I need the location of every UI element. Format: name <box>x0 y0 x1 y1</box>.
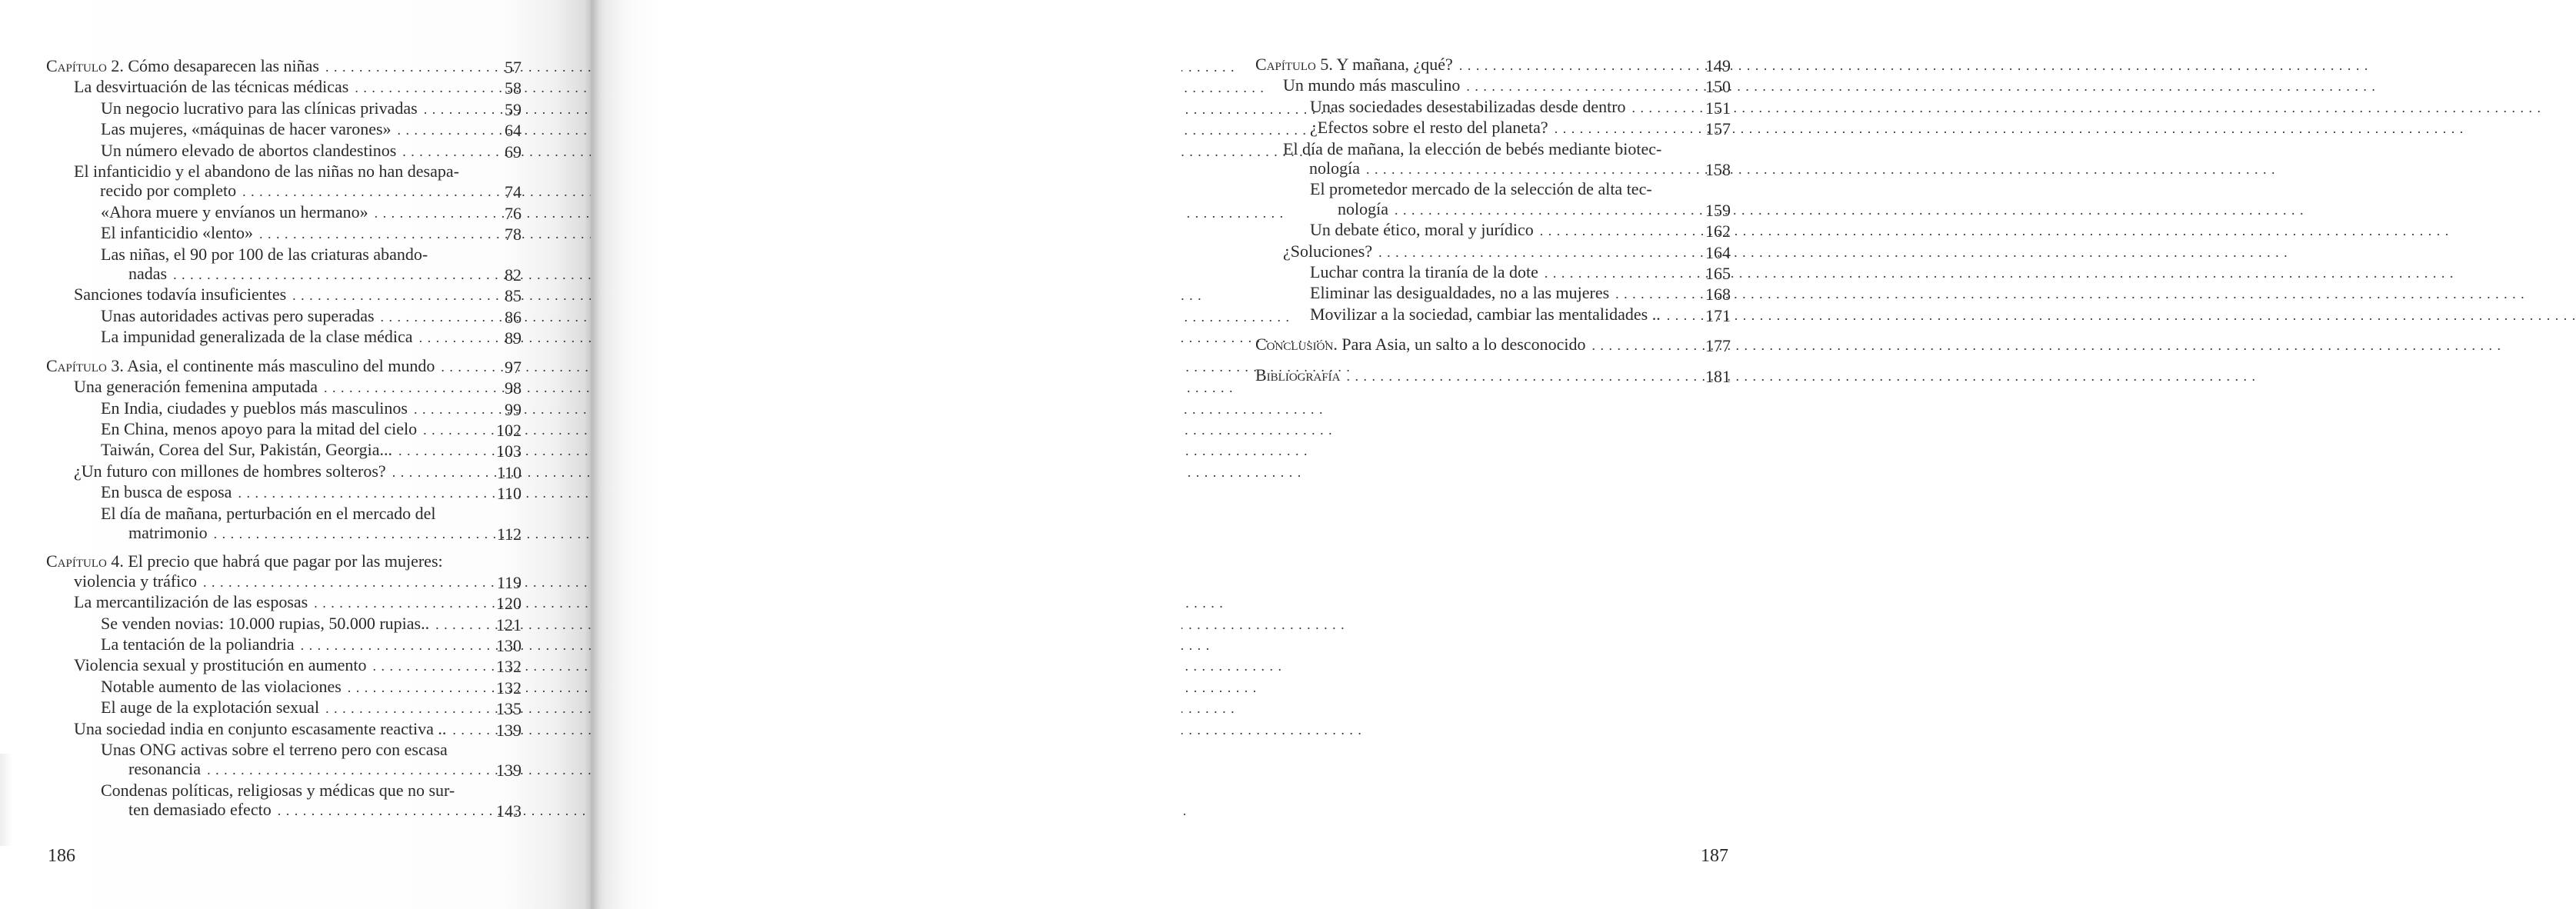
toc-entry-title <box>1255 365 1341 385</box>
toc-subsection-entry <box>46 677 522 698</box>
toc-page-number: 78 <box>505 225 522 245</box>
toc-entry-row <box>101 98 475 119</box>
toc-entry-text: Luchar contra la tiranía de la dote <box>1310 262 1538 282</box>
toc-entry-title <box>1283 241 1372 261</box>
toc-section-entry <box>46 461 522 482</box>
toc-entry-text: Sanciones todavía insuficientes <box>74 285 287 305</box>
toc-entry-lead <box>101 245 475 264</box>
toc-entry-title <box>101 614 429 633</box>
right-page <box>591 0 1731 909</box>
toc-entry-title <box>101 398 408 418</box>
toc-subsection-entry <box>46 119 522 140</box>
toc-entry-row <box>100 181 475 201</box>
table-of-contents-right <box>1255 55 1731 386</box>
toc-entry-row <box>1338 199 1685 220</box>
toc-entry-lead-text: Las niñas, el 90 por 100 de las criaturas abando- <box>101 244 428 264</box>
toc-entry-row <box>101 634 475 655</box>
toc-page-number: 110 <box>496 462 522 482</box>
toc-entry-text: 3. Asia, el continente más masculino del mundo <box>111 355 435 375</box>
toc-entry-text: 2. Cómo desaparecen las niñas <box>111 56 319 75</box>
toc-entry-title <box>101 98 418 118</box>
toc-entry-title <box>101 327 413 346</box>
toc-entry-row <box>74 285 475 305</box>
toc-subsection-entry <box>46 141 522 161</box>
toc-entry-label: Capítulo <box>46 551 107 571</box>
toc-subsection-entry <box>46 440 522 461</box>
toc-subsection-entry <box>46 245 522 285</box>
toc-subsection-entry <box>1255 262 1731 283</box>
toc-subsection-entry <box>46 698 522 718</box>
dot-leader <box>1395 201 2304 220</box>
toc-page-number: 143 <box>496 801 522 821</box>
toc-section-entry <box>1255 241 1731 262</box>
toc-entry-title <box>74 461 386 481</box>
toc-subsection-entry <box>1255 220 1731 241</box>
toc-entry-row <box>1309 158 1685 179</box>
toc-page-number: 165 <box>1705 264 1731 284</box>
toc-entry-title <box>101 634 295 654</box>
toc-page-number: 74 <box>505 182 522 202</box>
toc-subsection-entry <box>46 306 522 327</box>
dot-leader <box>1555 119 2464 138</box>
page-number-left: 186 <box>48 846 75 866</box>
toc-entry-text: «Ahora muere y envíanos un hermano» <box>101 201 368 221</box>
toc-entry-text: La tentación de la poliandria <box>101 634 295 654</box>
toc-page-number: 85 <box>505 286 522 306</box>
toc-entry-text: Las mujeres, «máquinas de hacer varones» <box>101 119 392 139</box>
toc-entry-row <box>74 571 475 592</box>
toc-entry-title <box>74 719 446 738</box>
toc-entry-title <box>101 677 342 696</box>
toc-entry-lead-text: Condenas políticas, religiosas y médicas que no sur- <box>101 780 455 800</box>
toc-page-number: 86 <box>505 307 522 327</box>
toc-entry-row <box>1310 283 1685 304</box>
toc-entry-text: El infanticidio «lento» <box>101 223 253 243</box>
toc-page-number: 168 <box>1705 285 1731 305</box>
toc-entry-lead <box>1310 179 1685 198</box>
toc-entry-text: Un mundo más masculino <box>1283 75 1461 95</box>
dot-leader <box>1632 98 2542 118</box>
toc-entry-title <box>101 202 368 221</box>
toc-entry-text: ¿Un futuro con millones de hombres solteros? <box>74 461 386 481</box>
toc-entry-title <box>74 285 286 304</box>
toc-entry-row <box>74 719 475 740</box>
toc-entry-lead-text: El prometedor mercado de la selección de alta tec- <box>1310 179 1652 199</box>
toc-entry-title <box>1310 305 1661 324</box>
toc-entry-title <box>1310 97 1626 116</box>
toc-entry-text: La mercantilización de las esposas <box>74 592 308 612</box>
toc-entry-row <box>128 800 475 821</box>
toc-page-number: 181 <box>1705 366 1731 386</box>
toc-subsection-entry <box>46 740 522 781</box>
toc-entry-title <box>128 759 201 778</box>
toc-entry-text: ¿Soluciones? <box>1283 241 1373 261</box>
toc-page-number: 121 <box>496 614 522 634</box>
toc-page-number: 112 <box>496 524 522 544</box>
toc-entry-title <box>101 419 417 438</box>
toc-page-number: 58 <box>505 78 522 98</box>
toc-subsection-entry <box>1255 179 1731 220</box>
toc-entry-title <box>128 523 208 542</box>
toc-entry-row <box>101 141 475 161</box>
toc-entry-text: matrimonio <box>128 522 208 542</box>
toc-entry-row <box>1283 241 1685 262</box>
dot-leader <box>1366 160 2276 179</box>
toc-entry-text: Notable aumento de las violaciones <box>101 676 342 696</box>
toc-entry-row <box>101 202 475 223</box>
toc-chapter-entry <box>1255 365 1731 386</box>
toc-chapter-entry <box>46 56 522 77</box>
toc-entry-row <box>128 264 475 285</box>
toc-entry-title <box>101 119 392 138</box>
toc-entry-text: recido por completo <box>100 181 237 201</box>
toc-section-entry <box>46 77 522 98</box>
toc-entry-text: ¿Efectos sobre el resto del planeta? <box>1310 118 1548 138</box>
dot-leader <box>1667 306 2576 325</box>
toc-entry-row <box>128 523 475 544</box>
toc-entry-title <box>101 440 392 459</box>
toc-subsection-entry <box>46 223 522 244</box>
toc-entry-text: Para Asia, un salto a lo desconocido <box>1341 335 1586 355</box>
toc-subsection-entry <box>46 482 522 503</box>
toc-entry-row <box>101 398 475 419</box>
toc-entry-title <box>101 141 396 160</box>
toc-entry-text: nología <box>1338 198 1388 218</box>
toc-page-number: 120 <box>496 594 522 614</box>
toc-page-number: 139 <box>496 761 522 781</box>
toc-entry-row <box>46 356 475 377</box>
toc-entry-text: Un negocio lucrativo para las clínicas privadas <box>101 98 418 118</box>
toc-page-number: 98 <box>505 378 522 398</box>
toc-entry-title <box>128 264 167 283</box>
toc-page-number: 76 <box>505 203 522 223</box>
toc-entry-text: Taiwán, Corea del Sur, Pakistán, Georgia... <box>101 440 393 460</box>
toc-page-number: 64 <box>505 121 522 141</box>
toc-entry-lead <box>101 504 475 523</box>
toc-entry-text: Unas autoridades activas pero superadas <box>101 305 375 325</box>
toc-entry-lead <box>46 551 475 571</box>
toc-entry-title <box>74 655 367 674</box>
toc-entry-row <box>74 377 475 398</box>
table-of-contents-left <box>46 56 522 821</box>
toc-entry-title <box>128 800 272 819</box>
toc-entry-lead <box>74 161 475 181</box>
toc-page-number: 171 <box>1705 305 1731 325</box>
toc-section-entry <box>46 592 522 613</box>
toc-subsection-entry <box>46 327 522 348</box>
toc-entry-title <box>1338 199 1388 218</box>
toc-entry-row <box>1283 75 1685 96</box>
toc-entry-row <box>46 56 475 77</box>
toc-entry-text: En India, ciudades y pueblos más masculinos <box>101 398 408 418</box>
toc-entry-title <box>100 181 236 200</box>
toc-entry-lead <box>101 781 475 800</box>
toc-entry-title <box>1310 283 1609 302</box>
toc-entry-title <box>101 482 232 501</box>
toc-entry-title <box>101 306 375 325</box>
toc-entry-title <box>74 377 318 396</box>
toc-entry-text: En China, menos apoyo para la mitad del cielo <box>101 418 418 438</box>
toc-page-number: 103 <box>496 441 522 461</box>
toc-entry-row <box>1255 365 1685 386</box>
toc-page-number: 119 <box>496 572 522 592</box>
toc-entry-lead-text: Unas ONG activas sobre el terreno pero con escasa <box>101 740 448 759</box>
toc-subsection-entry <box>46 614 522 634</box>
toc-entry-title <box>1310 262 1538 281</box>
toc-chapter-entry <box>1255 55 1731 75</box>
toc-subsection-entry <box>1255 305 1731 325</box>
toc-page-number: 164 <box>1705 242 1731 262</box>
toc-subsection-entry <box>46 98 522 119</box>
toc-entry-title <box>74 592 308 611</box>
toc-page-number: 132 <box>496 657 522 677</box>
dot-leader <box>1466 77 2376 96</box>
toc-entry-text: Un debate ético, moral y jurídico <box>1310 220 1534 240</box>
toc-entry-lead-text: El día de mañana, perturbación en el mercado del <box>101 503 436 523</box>
toc-page-number: 150 <box>1705 77 1731 97</box>
toc-entry-row <box>101 698 475 718</box>
toc-entry-text: El auge de la explotación sexual <box>101 698 320 718</box>
toc-entry-row <box>101 614 475 634</box>
toc-entry-row <box>1255 55 1685 75</box>
toc-page-number: 82 <box>505 265 522 285</box>
toc-entry-text: Se venden novias: 10.000 rupias, 50.000 rupias.. <box>101 613 430 633</box>
toc-entry-row <box>1310 262 1685 283</box>
toc-chapter-entry <box>46 356 522 377</box>
toc-entry-text: Violencia sexual y prostitución en aumento <box>74 655 367 675</box>
toc-page-number: 162 <box>1705 221 1731 241</box>
toc-entry-text: ten demasiado efecto <box>128 800 272 820</box>
toc-page-number: 102 <box>496 420 522 440</box>
toc-entry-label: Capítulo <box>1255 55 1316 74</box>
toc-entry-row <box>1310 97 1685 118</box>
toc-section-entry <box>46 655 522 676</box>
dot-leader <box>1347 367 2257 386</box>
toc-entry-text: En busca de esposa <box>101 482 232 502</box>
toc-entry-row <box>1310 118 1685 138</box>
toc-entry-text: La impunidad generalizada de la clase médica <box>101 327 413 347</box>
toc-entry-title <box>101 223 253 242</box>
toc-page-number: 159 <box>1705 200 1731 220</box>
toc-subsection-entry <box>46 398 522 419</box>
toc-entry-text: Una sociedad india en conjunto escasamente reactiva .. <box>74 718 447 738</box>
dot-leader <box>1540 221 2450 241</box>
toc-entry-text: violencia y tráfico <box>74 571 198 591</box>
toc-section-entry <box>1255 75 1731 96</box>
toc-entry-row <box>101 440 475 461</box>
toc-page-number: 158 <box>1705 160 1731 180</box>
toc-entry-row <box>101 306 475 327</box>
toc-entry-text: La desvirtuación de las técnicas médicas <box>74 77 349 97</box>
toc-entry-title <box>1310 118 1548 137</box>
toc-chapter-entry <box>46 551 522 592</box>
toc-subsection-entry <box>46 202 522 223</box>
toc-entry-title <box>74 571 197 591</box>
book-gutter <box>585 0 600 909</box>
toc-entry-text: Eliminar las desigualdades, no a las mujeres <box>1310 283 1610 303</box>
toc-section-entry <box>46 719 522 740</box>
dot-leader <box>1615 285 2525 304</box>
toc-entry-title <box>1255 55 1453 74</box>
toc-entry-lead-text: 4. El precio que habrá que pagar por las mujeres: <box>111 551 443 571</box>
toc-page-number: 139 <box>496 720 522 740</box>
toc-subsection-entry <box>1255 283 1731 304</box>
toc-page-number: 151 <box>1705 98 1731 118</box>
toc-entry-row <box>101 223 475 244</box>
toc-entry-row <box>74 655 475 676</box>
toc-entry-title <box>46 356 435 375</box>
toc-entry-row <box>1310 305 1685 325</box>
toc-entry-row <box>1255 335 1685 355</box>
toc-subsection-entry <box>46 781 522 821</box>
dot-leader <box>1459 56 2369 75</box>
toc-entry-row <box>101 419 475 440</box>
toc-entry-lead <box>101 740 475 759</box>
toc-entry-title <box>46 56 319 75</box>
toc-entry-title <box>1310 220 1534 239</box>
toc-entry-text: Unas sociedades desestabilizadas desde dentro <box>1310 96 1626 116</box>
toc-entry-row <box>101 482 475 503</box>
toc-section-entry <box>46 161 522 202</box>
toc-entry-title <box>101 698 319 717</box>
toc-entry-lead-text: El infanticidio y el abandono de las niñas no han desapa- <box>74 161 459 181</box>
toc-chapter-entry <box>1255 335 1731 355</box>
toc-subsection-entry <box>46 634 522 655</box>
toc-entry-row <box>1310 220 1685 241</box>
toc-page-number: 57 <box>505 58 522 77</box>
toc-page-number: 69 <box>505 142 522 161</box>
toc-page-number: 99 <box>505 399 522 419</box>
left-page <box>0 0 591 909</box>
toc-subsection-entry <box>46 504 522 544</box>
toc-entry-row <box>128 759 475 780</box>
toc-subsection-entry <box>46 419 522 440</box>
page-number-right: 187 <box>1701 846 1728 866</box>
toc-page-number: 135 <box>496 699 522 719</box>
toc-subsection-entry <box>1255 97 1731 118</box>
toc-page-number: 149 <box>1705 56 1731 75</box>
toc-entry-title <box>1283 75 1460 95</box>
toc-entry-title <box>74 77 348 96</box>
toc-entry-row <box>74 461 475 482</box>
toc-entry-row <box>101 327 475 348</box>
toc-entry-text: 5. Y mañana, ¿qué? <box>1320 55 1453 74</box>
toc-entry-title <box>1255 335 1585 354</box>
toc-entry-text: Un número elevado de abortos clandestinos <box>101 140 397 160</box>
toc-entry-text: nología <box>1309 158 1360 178</box>
toc-entry-text: Una generación femenina amputada <box>74 377 318 397</box>
toc-section-entry <box>46 377 522 398</box>
toc-entry-label: Conclusión. <box>1255 335 1338 355</box>
toc-page-number: 97 <box>505 357 522 377</box>
toc-page-number: 177 <box>1705 336 1731 356</box>
toc-section-entry <box>1255 139 1731 180</box>
toc-entry-row <box>74 592 475 613</box>
toc-subsection-entry <box>1255 118 1731 138</box>
toc-entry-lead <box>1283 139 1685 158</box>
dot-leader <box>1545 264 2454 283</box>
toc-entry-label: Capítulo <box>46 355 107 375</box>
toc-entry-lead-text: El día de mañana, la elección de bebés mediante biotec- <box>1283 138 1662 158</box>
toc-entry-title <box>1309 158 1360 178</box>
toc-page-number: 89 <box>505 328 522 348</box>
toc-section-entry <box>46 285 522 305</box>
toc-page-number: 110 <box>496 484 522 504</box>
toc-entry-label: Capítulo <box>46 56 107 75</box>
toc-entry-row <box>74 77 475 98</box>
toc-entry-row <box>101 119 475 140</box>
toc-entry-text: resonancia <box>128 759 202 779</box>
page-edge-shadow <box>0 754 12 846</box>
toc-page-number: 130 <box>496 635 522 655</box>
dot-leader <box>1378 243 2288 262</box>
toc-page-number: 157 <box>1705 119 1731 139</box>
toc-entry-text: Movilizar a la sociedad, cambiar las mentalidades .. <box>1310 304 1661 324</box>
toc-entry-text: nadas <box>128 264 168 284</box>
toc-page-number: 59 <box>505 99 522 119</box>
toc-entry-label: Bibliografía <box>1255 365 1341 385</box>
toc-page-number: 132 <box>496 678 522 698</box>
toc-entry-row <box>101 677 475 698</box>
